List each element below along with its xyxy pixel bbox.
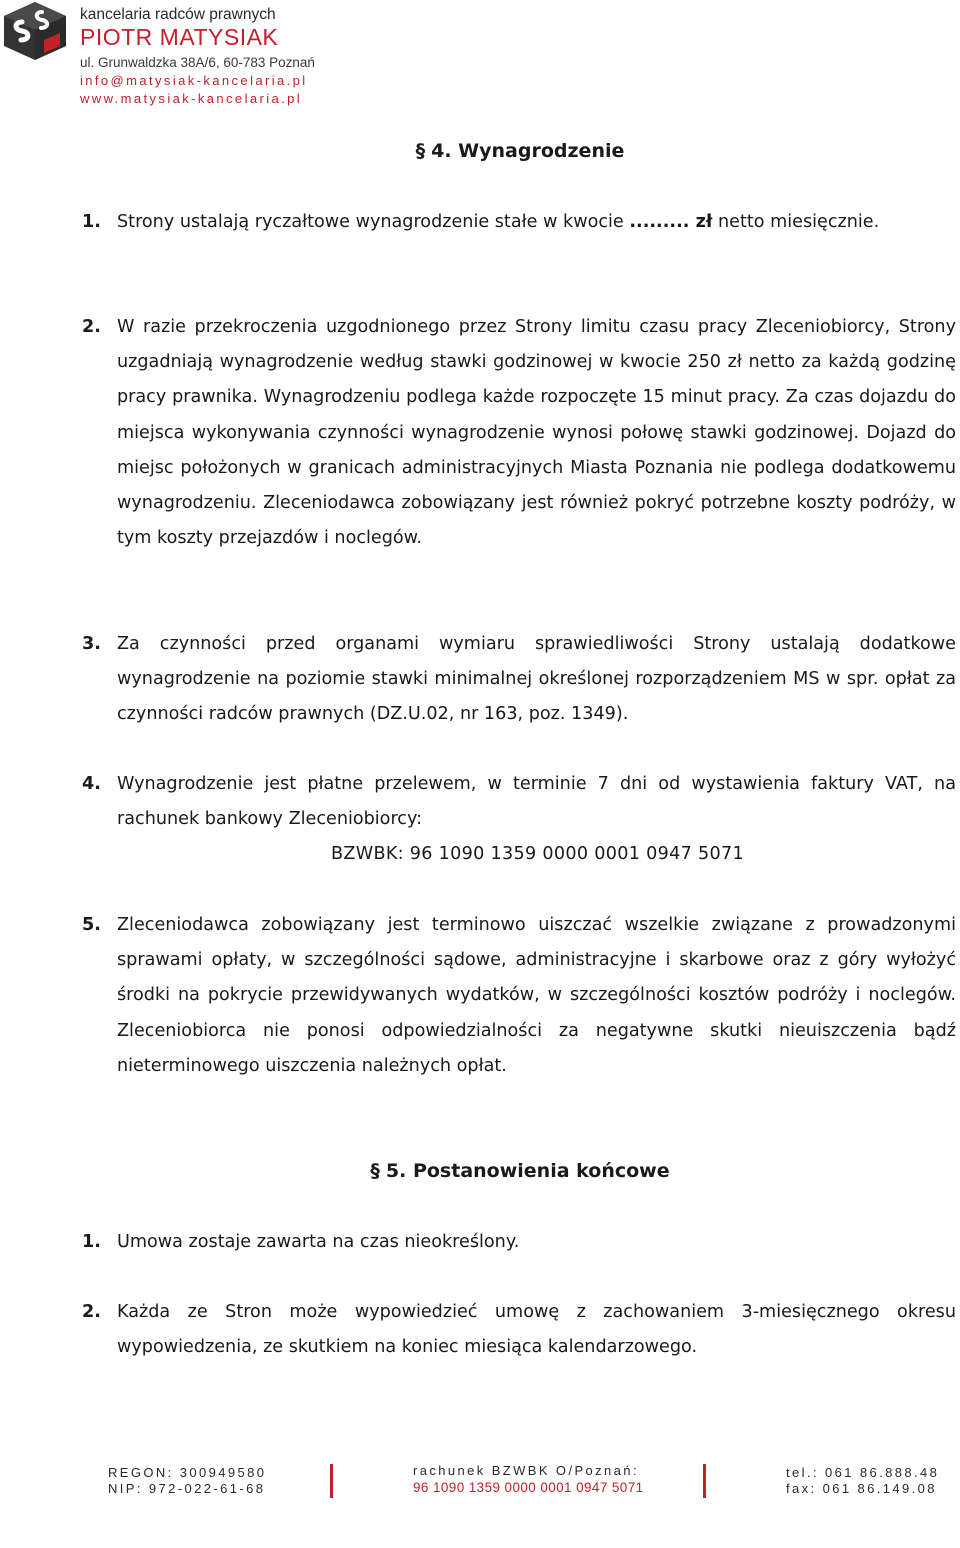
paragraph-sign: §: [370, 1160, 380, 1182]
item-text: Każda ze Stron może wypowiedzieć umowę z zachowaniem 3-miesięcznego okresu wypowiedzenia, ze skutkiem na koniec miesiąca kalendarzowego.: [117, 1302, 956, 1358]
section-5-title: 5. Postanowienia końcowe: [385, 1160, 670, 1182]
item-text: Za czynności przed organami wymiaru sprawiedliwości Strony ustalają dodatkowe wynagrodzenie na poziomie stawki minimalnej określonej rozporządzeniem MS w spr. opłat za czynności radców prawnych (DZ.U.02, nr 163, poz. 1349).: [117, 634, 956, 725]
amount-placeholder: ......... zł: [629, 212, 713, 232]
footer-fax: fax: 061 86.149.08: [786, 1481, 937, 1496]
item-text: Wynagrodzenie jest płatne przelewem, w terminie 7 dni od wystawienia faktury VAT, na rachunek bankowy Zleceniobiorcy:: [117, 774, 956, 830]
section-5-item-2: [82, 1295, 956, 1365]
item-number: 5.: [82, 915, 101, 935]
firm-tagline: kancelaria radców prawnych: [80, 6, 276, 23]
item-text: Strony ustalają ryczałtowe wynagrodzenie stałe w kwocie ......... zł netto miesięcznie.: [117, 212, 880, 232]
section-4-item-4: [82, 767, 956, 837]
item-number: 3.: [82, 634, 101, 654]
section-4-item-3: [82, 627, 956, 733]
item-number: 1.: [82, 1232, 101, 1252]
firm-logo-icon: [2, 0, 68, 62]
section-4-heading: [0, 140, 960, 162]
firm-street-address: ul. Grunwaldzka 38A/6, 60-783 Poznań: [80, 55, 315, 70]
section-4-item-2: [82, 310, 956, 556]
paragraph-sign: §: [415, 140, 426, 162]
firm-email: info@matysiak-kancelaria.pl: [80, 73, 308, 88]
letterhead-footer: [0, 1460, 960, 1500]
footer-divider: [330, 1464, 333, 1498]
section-4-title: 4. Wynagrodzenie: [431, 140, 625, 162]
footer-nip: NIP: 972-022-61-68: [108, 1481, 266, 1496]
item-text: W razie przekroczenia uzgodnionego przez Strony limitu czasu pracy Zleceniobiorcy, Strony uzgadniają wynagrodzenie według stawki godzinowej w kwocie 250 zł netto za każdą godzinę pracy prawnika. Wynagrodzeniu podlega każde rozpoczęte 15 minut pracy. Za czas dojazdu do miejsca wykonywania czynności wynagrodzenie wynosi połowę stawki godzinowej. Dojazd do miejsc położonych w granicach administracyjnych Miasta Poznania nie podlega dodatkowemu wynagrodzeniu. Zleceniodawca zobowiązany jest również pokryć potrzebne koszty podróży, w tym koszty przejazdów i noclegów.: [117, 317, 956, 549]
section-4-item-5: [82, 908, 956, 1084]
item-number: 1.: [82, 212, 101, 232]
item-number: 2.: [82, 317, 101, 337]
section-5-item-1: [82, 1225, 956, 1260]
section-4-item-1: [82, 205, 956, 240]
section-5-heading: [0, 1160, 960, 1182]
item-number: 2.: [82, 1302, 101, 1322]
item-text: Umowa zostaje zawarta na czas nieokreślony.: [117, 1232, 520, 1252]
footer-phone: tel.: 061 86.888.48: [786, 1465, 940, 1480]
item-number: 4.: [82, 774, 101, 794]
bank-account-line: BZWBK: 96 1090 1359 0000 0001 0947 5071: [331, 844, 744, 864]
item-text: Zleceniodawca zobowiązany jest terminowo uiszczać wszelkie związane z prowadzonymi sprawami opłaty, w szczególności sądowe, administracyjne i skarbowe oraz z góry wyłożyć środki na pokrycie przewidywanych wydatków, w szczególności kosztów podróży i noclegów. Zleceniobiorca nie ponosi odpowiedzialności za negatywne skutki nieuiszczenia bądź nieterminowego uiszczenia należnych opłat.: [117, 915, 956, 1076]
firm-website: www.matysiak-kancelaria.pl: [80, 91, 303, 106]
footer-bank-label: rachunek BZWBK O/Poznań:: [413, 1463, 639, 1478]
footer-regon: REGON: 300949580: [108, 1465, 267, 1480]
footer-divider: [703, 1464, 706, 1498]
firm-name: PIOTR MATYSIAK: [80, 24, 279, 50]
footer-bank-account: 96 1090 1359 0000 0001 0947 5071: [413, 1480, 644, 1495]
